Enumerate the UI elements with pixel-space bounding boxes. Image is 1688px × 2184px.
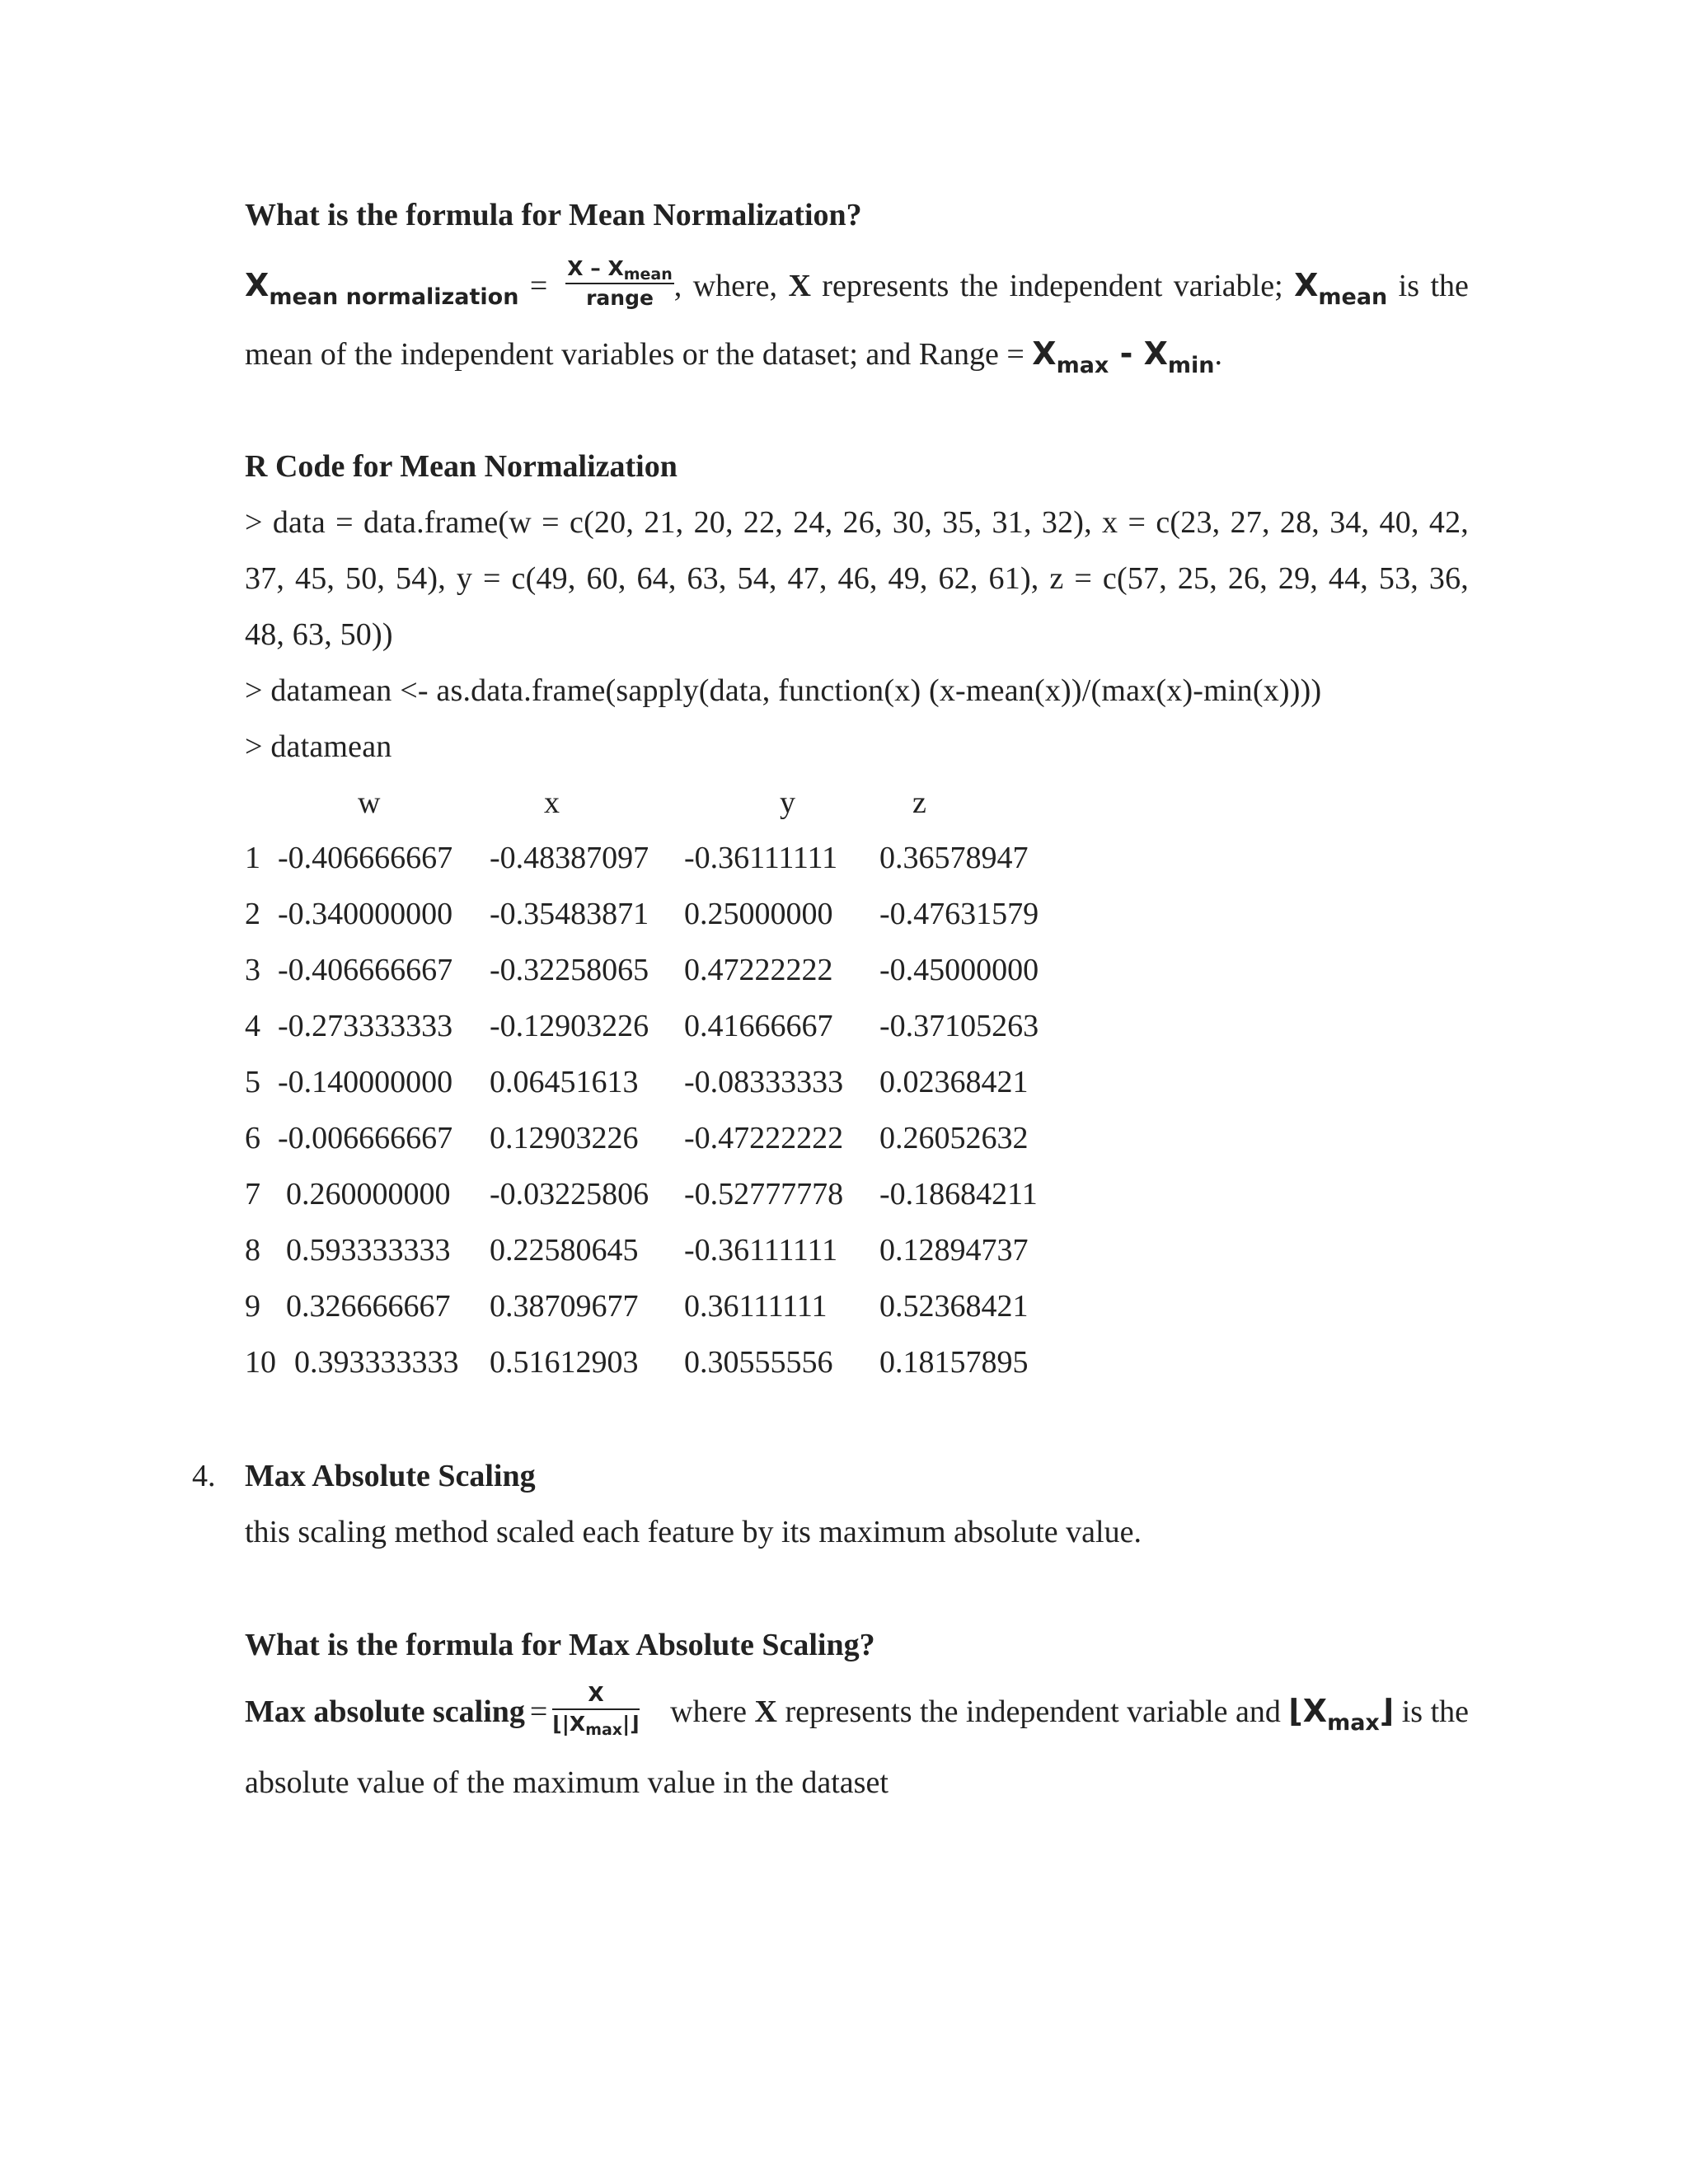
xmin-base: X: [1143, 335, 1168, 372]
max-text-represents: represents the independent variable and: [776, 1694, 1289, 1729]
table-row-index: 6: [245, 1121, 260, 1155]
table-cell-x: -0.32258065: [490, 953, 649, 987]
table-cell-y: -0.36111111: [684, 841, 838, 875]
formula-equals-and-fraction: [529, 256, 682, 316]
max-absolute-scaling-explanation-line-2: absolute value of the maximum value in the dataset: [245, 1765, 889, 1800]
table-row-index: 2: [245, 897, 260, 931]
word-where: where,: [692, 268, 778, 303]
denominator-prefix: ⌊|X: [552, 1711, 586, 1736]
formula-denominator: range: [586, 285, 654, 310]
table-row-index: 3: [245, 953, 260, 987]
table-cell-w: 0.326666667: [286, 1289, 451, 1324]
r-code-line-3: 48, 63, 50)): [245, 617, 393, 652]
table-cell-w: 0.260000000: [286, 1177, 451, 1212]
max-absolute-scaling-formula-heading: What is the formula for Max Absolute Scaling?: [245, 1628, 875, 1662]
explanation-text: mean of the independent variables or the dataset; and Range =: [245, 337, 1033, 372]
table-cell-y: -0.52777778: [684, 1177, 844, 1212]
xmean-subscript: mean: [1318, 284, 1388, 310]
table-header-x: x: [544, 785, 560, 820]
table-row-index: 9: [245, 1289, 260, 1324]
max-formula-numerator: X: [552, 1683, 639, 1710]
section-number: 4.: [192, 1459, 216, 1493]
table-cell-z: 0.36578947: [879, 841, 1029, 875]
range-minus: -: [1109, 335, 1144, 372]
max-formula-denominator: [552, 1710, 640, 1739]
table-cell-x: -0.35483871: [490, 897, 649, 931]
mean-normalization-explanation-line: [245, 335, 1223, 378]
table-cell-y: -0.08333333: [684, 1065, 844, 1099]
abs-xmax-subscript: max: [1327, 1709, 1380, 1736]
table-header-w: w: [358, 785, 381, 820]
table-cell-z: 0.26052632: [879, 1121, 1029, 1155]
table-cell-x: 0.06451613: [490, 1065, 639, 1099]
explanation-period: .: [1214, 337, 1223, 372]
table-row-index: 5: [245, 1065, 260, 1099]
mean-normalization-formula-line: [245, 256, 1469, 316]
word-variable: variable;: [1173, 268, 1283, 303]
max-formula-explanation: [670, 1692, 1469, 1736]
formula-equals: =: [529, 268, 548, 303]
r-code-line-1: [245, 507, 1469, 538]
table-row-index: 8: [245, 1233, 260, 1268]
table-row-index: 7: [245, 1177, 260, 1212]
table-cell-w: -0.406666667: [278, 841, 453, 875]
table-cell-w: -0.273333333: [278, 1009, 453, 1043]
mean-normalization-formula-heading: What is the formula for Mean Normalization?: [245, 198, 862, 232]
table-cell-z: 0.18157895: [879, 1345, 1029, 1380]
table-row-index: 4: [245, 1009, 260, 1043]
xmax-base: X: [1032, 335, 1057, 372]
table-cell-x: 0.38709677: [490, 1289, 639, 1324]
table-header-z: z: [912, 785, 926, 820]
max-formula-equals: =: [529, 1694, 548, 1729]
table-header-y: y: [780, 785, 795, 820]
table-cell-z: -0.37105263: [879, 1009, 1039, 1043]
table-cell-y: 0.25000000: [684, 897, 833, 931]
r-code-line-2: [245, 563, 1469, 594]
word-is: is: [1398, 268, 1420, 303]
xmean-term: [1294, 266, 1388, 310]
abs-xmax-close: ⌋: [1379, 1692, 1395, 1729]
table-cell-y: 0.41666667: [684, 1009, 833, 1043]
denominator-subscript: max: [585, 1720, 623, 1739]
table-cell-y: -0.47222222: [684, 1121, 844, 1155]
table-cell-x: 0.12903226: [490, 1121, 639, 1155]
table-cell-z: -0.45000000: [879, 953, 1039, 987]
table-cell-w: -0.340000000: [278, 897, 453, 931]
table-cell-w: -0.006666667: [278, 1121, 453, 1155]
table-cell-w: 0.393333333: [294, 1345, 459, 1380]
table-cell-y: 0.30555556: [684, 1345, 833, 1380]
table-cell-z: 0.52368421: [879, 1289, 1029, 1324]
table-row-index: 1: [245, 841, 260, 875]
numerator-text: X – X: [567, 256, 624, 280]
r-code-heading: R Code for Mean Normalization: [245, 449, 678, 484]
table-cell-x: -0.03225806: [490, 1177, 649, 1212]
max-text-is-the: is the: [1394, 1694, 1469, 1729]
word-represents: represents: [822, 268, 950, 303]
r-code-line-4: > datamean <- as.data.frame(sapply(data, function(x) (x-mean(x))/(max(x)-min(x)))): [245, 673, 1322, 708]
formula-fraction: [565, 257, 674, 311]
table-cell-x: 0.22580645: [490, 1233, 639, 1268]
max-absolute-scaling-formula-line: [245, 1682, 1469, 1741]
table-cell-y: 0.36111111: [684, 1289, 828, 1324]
max-formula-lhs: [245, 1682, 640, 1741]
r-code-line-2-text: 37, 45, 50, 54), y = c(49, 60, 64, 63, 54, 47, 46, 49, 62, 61), z = c(57, 25, 26, 29, 44, 53, 36,: [245, 561, 1469, 596]
table-cell-w: 0.593333333: [286, 1233, 451, 1268]
xmin-subscript: min: [1167, 353, 1215, 378]
table-cell-z: -0.47631579: [879, 897, 1039, 931]
word-the-end: the: [1430, 268, 1469, 303]
abs-xmax-base: ⌊X: [1288, 1692, 1328, 1729]
formula-lhs-subscript: mean normalization: [269, 284, 519, 310]
max-absolute-scaling-description: this scaling method scaled each feature by its maximum absolute value.: [245, 1515, 1142, 1549]
table-cell-w: -0.140000000: [278, 1065, 453, 1099]
max-formula-label: Max absolute scaling: [245, 1694, 525, 1729]
r-code-line-1-text: > data = data.frame(w = c(20, 21, 20, 22, 24, 26, 30, 35, 31, 32), x = c(23, 27, 28, 34, 40, 42,: [245, 505, 1469, 540]
numerator-subscript: mean: [623, 265, 673, 284]
r-code-line-5: > datamean: [245, 729, 392, 764]
max-absolute-scaling-title: Max Absolute Scaling: [245, 1459, 536, 1493]
max-text-where: where: [670, 1694, 755, 1729]
denominator-suffix: |⌋: [622, 1711, 640, 1736]
formula-lhs: [245, 266, 519, 310]
table-cell-x: 0.51612903: [490, 1345, 639, 1380]
formula-comma: ,: [673, 268, 682, 303]
formula-numerator: [565, 257, 674, 284]
table-cell-y: 0.47222222: [684, 953, 833, 987]
table-row-index: 10: [245, 1345, 276, 1380]
max-text-x: X: [754, 1694, 777, 1729]
table-cell-x: -0.12903226: [490, 1009, 649, 1043]
table-cell-y: -0.36111111: [684, 1233, 838, 1268]
word-x: X: [788, 268, 811, 303]
word-independent: independent: [1009, 268, 1163, 303]
max-formula-fraction: [552, 1682, 640, 1739]
table-cell-x: -0.48387097: [490, 841, 649, 875]
table-cell-z: 0.02368421: [879, 1065, 1029, 1099]
table-cell-z: -0.18684211: [879, 1177, 1038, 1212]
table-cell-z: 0.12894737: [879, 1233, 1029, 1268]
table-cell-w: -0.406666667: [278, 953, 453, 987]
formula-lhs-base: X: [245, 266, 270, 303]
xmean-base: X: [1294, 266, 1319, 303]
word-the: the: [959, 268, 999, 303]
xmax-subscript: max: [1056, 353, 1109, 378]
